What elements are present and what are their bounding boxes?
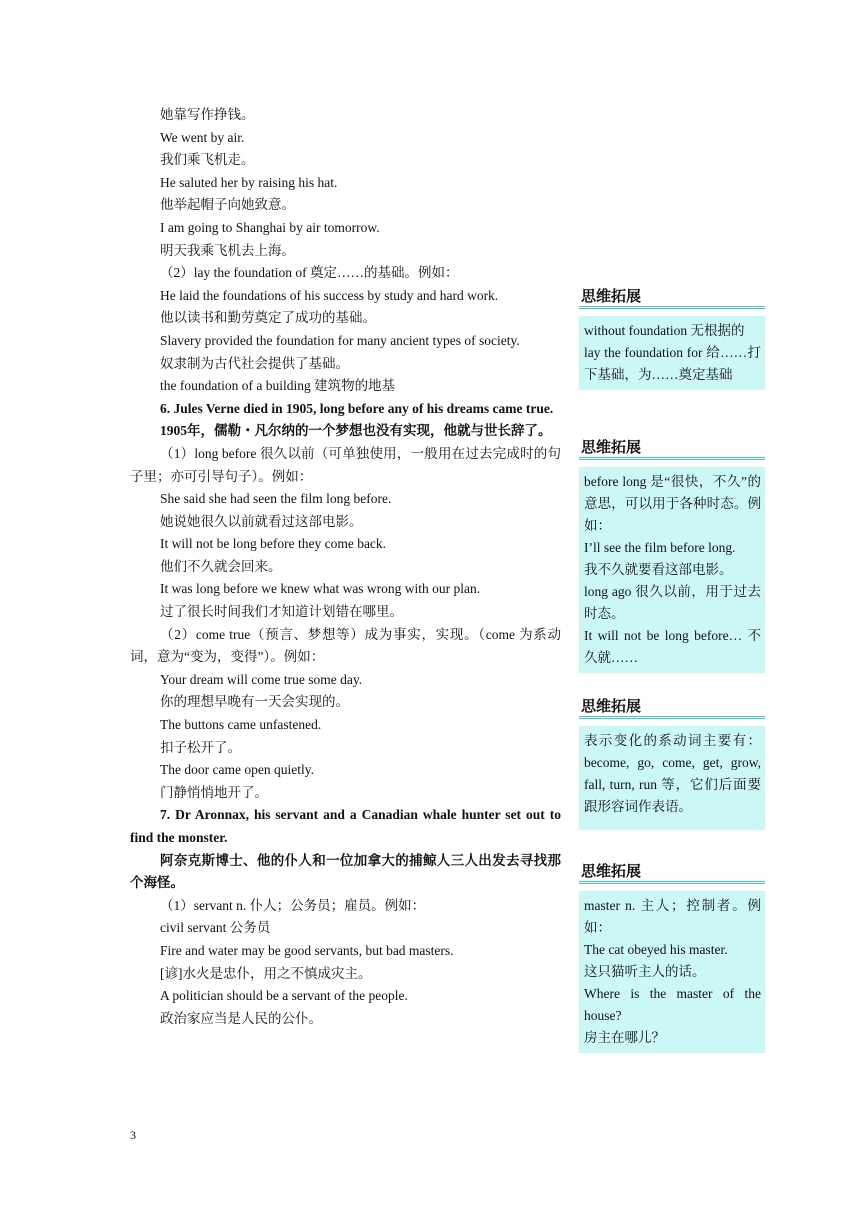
sidebar-title: 思维拓展 bbox=[579, 437, 765, 460]
sidebar-line: 这只猫听主人的话。 bbox=[584, 964, 706, 979]
sidebar-box bbox=[579, 467, 765, 673]
sidebar-title: 思维拓展 bbox=[579, 861, 765, 884]
text-line: 奴隶制为古代社会提供了基础。 bbox=[160, 355, 349, 371]
text-line: She said she had seen the film long before. bbox=[160, 491, 392, 507]
text-line: We went by air. bbox=[160, 129, 245, 145]
sidebar-line: lay the foundation for 给……打下基础，为……奠定基础 bbox=[584, 345, 761, 382]
page-number: 3 bbox=[130, 1128, 136, 1142]
sidebar-line: long ago 很久以前，用于过去时态。 bbox=[584, 584, 761, 621]
sentence-heading: 6. Jules Verne died in 1905, long before any of his dreams came true. bbox=[160, 400, 554, 416]
sidebar-line: Where is the master of the house? bbox=[584, 986, 761, 1023]
sidebar-box bbox=[579, 726, 765, 830]
text-line: 她靠写作挣钱。 bbox=[160, 107, 255, 122]
text-line: （1）servant n. 仆人；公务员；雇员。例如： bbox=[160, 897, 426, 913]
sidebar-title: 思维拓展 bbox=[579, 696, 765, 719]
text-line: 过了很长时间我们才知道计划错在哪里。 bbox=[160, 604, 403, 620]
text-line: 扣子松开了。 bbox=[160, 739, 241, 755]
text-line: It was long before we knew what was wrong with our plan. bbox=[160, 581, 481, 597]
text-line: He saluted her by raising his hat. bbox=[160, 174, 338, 190]
text-line: The buttons came unfastened. bbox=[160, 717, 322, 733]
text-line: I am going to Shanghai by air tomorrow. bbox=[160, 219, 380, 235]
text-line: A politician should be a servant of the people. bbox=[160, 988, 408, 1004]
sidebar-line: master n. 主人；控制者。例如： bbox=[584, 898, 761, 935]
text-line: The door came open quietly. bbox=[160, 762, 314, 778]
sidebar-line: 表示变化的系动词主要有：become, go, come, get, grow, fall, turn, run 等，它们后面要跟形容词作表语。 bbox=[584, 733, 761, 814]
sidebar-line: It will not be long before… 不久就…… bbox=[584, 628, 761, 665]
text-line: （2）come true（预言、梦想等）成为事实，实现。（come 为系动词，意为“变为，变得”）。例如： bbox=[130, 626, 561, 665]
sidebar-note-4 bbox=[579, 861, 765, 1053]
sidebar-note-2 bbox=[579, 437, 765, 673]
text-line: civil servant 公务员 bbox=[160, 920, 271, 936]
text-line: 她说她很久以前就看过这部电影。 bbox=[160, 513, 363, 529]
text-line: （2）lay the foundation of 奠定……的基础。例如： bbox=[160, 265, 459, 281]
text-line: 门静悄悄地开了。 bbox=[160, 784, 268, 800]
text-line: 明天我乘飞机去上海。 bbox=[160, 242, 295, 258]
text-line: 我们乘飞机走。 bbox=[160, 152, 255, 168]
sidebar-line: The cat obeyed his master. bbox=[584, 942, 728, 957]
sidebar-box bbox=[579, 891, 765, 1053]
sidebar-box bbox=[579, 316, 765, 390]
sentence-translation: 1905年，儒勒・凡尔纳的一个梦想也没有实现，他就与世长辞了。 bbox=[160, 423, 552, 439]
text-line: Slavery provided the foundation for many ancient types of society. bbox=[160, 332, 520, 348]
sidebar-line: 我不久就要看这部电影。 bbox=[584, 562, 733, 577]
main-text-column bbox=[130, 104, 561, 1030]
text-line: 他们不久就会回来。 bbox=[160, 558, 282, 574]
sidebar-line: I’ll see the film before long. bbox=[584, 540, 736, 555]
text-line: Fire and water may be good servants, but bad masters. bbox=[160, 942, 454, 958]
text-line: It will not be long before they come back. bbox=[160, 536, 387, 552]
sidebar-title: 思维拓展 bbox=[579, 286, 765, 309]
text-line: （1）long before 很久以前（可单独使用，一般用在过去完成时的句子里；亦可引导句子）。例如： bbox=[130, 445, 561, 484]
sidebar-line: 房主在哪儿？ bbox=[584, 1030, 665, 1045]
sentence-translation: 阿奈克斯博士、他的仆人和一位加拿大的捕鲸人三人出发去寻找那个海怪。 bbox=[130, 852, 561, 891]
text-line: [谚]水火是忠仆，用之不慎成灾主。 bbox=[160, 965, 372, 981]
sentence-heading: 7. Dr Aronnax, his servant and a Canadian whale hunter set out to find the monster. bbox=[130, 807, 561, 845]
sidebar-line: without foundation 无根据的 bbox=[584, 323, 745, 338]
text-line: 他举起帽子向她致意。 bbox=[160, 197, 295, 213]
text-line: He laid the foundations of his success by study and hard work. bbox=[160, 287, 499, 303]
text-line: 他以读书和勤劳奠定了成功的基础。 bbox=[160, 310, 376, 326]
sidebar-note-1 bbox=[579, 286, 765, 390]
text-line: the foundation of a building 建筑物的地基 bbox=[160, 378, 396, 394]
text-line: Your dream will come true some day. bbox=[160, 671, 363, 687]
sidebar-note-3 bbox=[579, 696, 765, 830]
text-line: 政治家应当是人民的公仆。 bbox=[160, 1010, 322, 1026]
text-line: 你的理想早晚有一天会实现的。 bbox=[160, 694, 349, 710]
sidebar-line: before long 是“很快，不久”的意思，可以用于各种时态。例如： bbox=[584, 474, 761, 533]
